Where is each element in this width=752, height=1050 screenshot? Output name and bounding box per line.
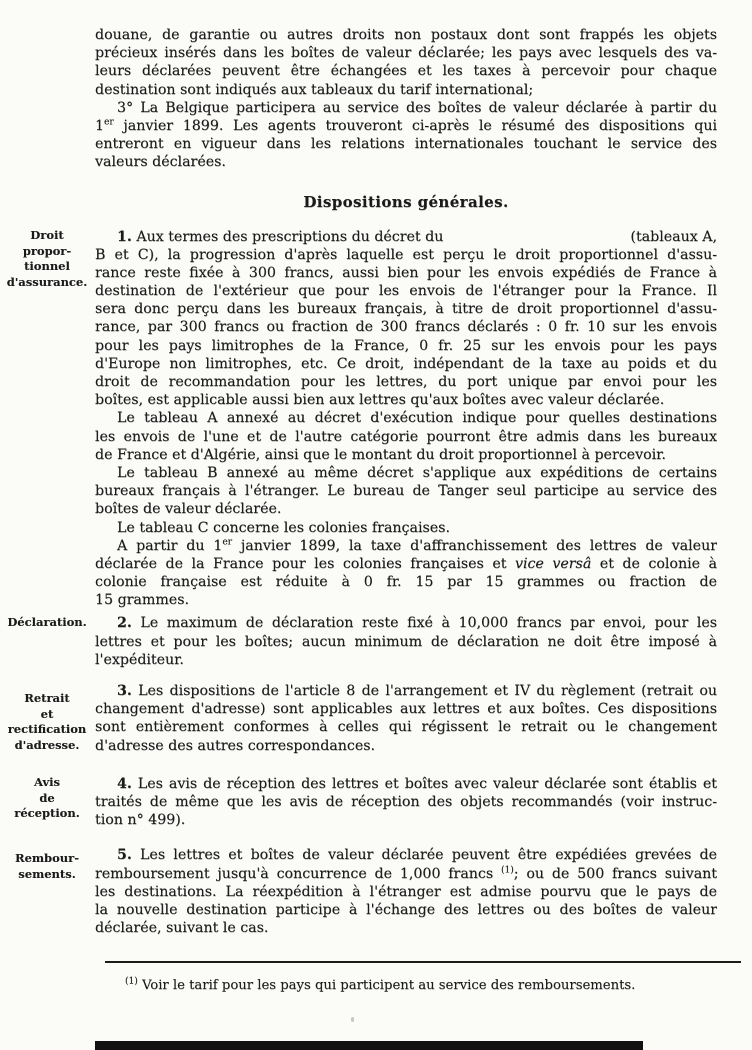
belgique-paragraph: [95, 99, 717, 172]
article-3-line-1: 3. Les dispositions de l'article 8 de l'arrangement et IV du règlement (retrait ou: [117, 683, 717, 699]
tableau-c-paragraph: [95, 519, 717, 537]
article-1-line-7: pour les pays limitrophes de la France, 0 fr. 25 sur les envois pour les pays: [95, 337, 717, 354]
margin-note-retrait: Retrait et rectification d'adresse.: [7, 691, 87, 752]
tableau-a-paragraph-line-2: les envois de l'une et de l'autre catégorie pourront être admis dans les bureaux: [95, 428, 717, 445]
footnote-text: $^{(1)}$ Voir le tarif pour les pays qui participent au service des remboursements.: [125, 976, 636, 993]
belgique-paragraph-line-3: entreront en vigueur dans les relations internationales touchant le service des: [95, 136, 717, 153]
article-3-line-3: sont entièrement conformes à celles qui régissent le retrait ou le changement: [95, 719, 717, 736]
continuation-paragraph: [95, 26, 717, 99]
continuation-paragraph-line-1: douane, de garantie ou autres droits non postaux dont sont frappés les objets: [95, 27, 717, 43]
article-2: [95, 614, 717, 669]
tableau-c-paragraph-line-1: Le tableau C concerne les colonies françaises.: [117, 519, 450, 536]
article-1-line-8: d'Europe non limitrophes, etc. Ce droit, indépendant de la taxe au poids et du: [95, 355, 717, 372]
tableau-b-paragraph-line-2: bureaux français à l'étranger. Le bureau de Tanger seul participe au service des: [95, 483, 717, 500]
colonies-tax-paragraph-line-2: déclarée de la France pour les colonies françaises et vice versâ et de colonie à: [95, 555, 717, 572]
colonies-tax-paragraph-line-3: colonie française est réduite à 0 fr. 15 par 15 grammes ou fraction de: [95, 574, 717, 591]
tableau-a-paragraph: [95, 409, 717, 464]
article-1-line-6: rance, par 300 francs ou fraction de 300 francs déclarés : 0 fr. 10 sur les envois: [95, 319, 717, 336]
tableau-b-paragraph-line-3: boîtes de valeur déclarée.: [95, 501, 282, 518]
article-3-line-4: d'adresse des autres correspondances.: [95, 737, 376, 754]
article-3-line-2: changement d'adresse) sont applicables aux lettres et aux boîtes. Ces dispositions: [95, 701, 717, 718]
article-4-line-1: 4. Les avis de réception des lettres et boîtes avec valeur déclarée sont établis et: [117, 775, 717, 792]
scan-speck: [351, 1017, 354, 1022]
colonies-tax-paragraph: [95, 537, 717, 610]
article-5-line-3: les destinations. La réexpédition à l'étranger est admise pourvu que le pays de: [95, 883, 717, 900]
article-3: [95, 682, 717, 755]
article-1-line-10: boîtes, est applicable aussi bien aux lettres qu'aux boîtes avec valeur déclarée.: [95, 392, 665, 409]
belgique-paragraph-line-2: 1er janvier 1899. Les agents trouveront ci-après le résumé des dispositions qui: [95, 117, 717, 134]
tableau-b-paragraph-line-1: Le tableau B annexé au même décret s'applique aux expéditions de certains: [117, 464, 717, 481]
margin-note-avis-reception: Avis de réception.: [14, 775, 80, 820]
article-5-line-5: déclarée, suivant le cas.: [95, 920, 269, 937]
margin-note-declaration: Déclaration.: [7, 615, 87, 629]
article-2-line-2: lettres et pour les boîtes; aucun minimum de déclaration ne doit être imposé à: [95, 633, 717, 650]
bottom-scan-bar: [95, 1041, 643, 1050]
belgique-paragraph-line-4: valeurs déclarées.: [95, 154, 226, 171]
article-4: [95, 775, 717, 830]
article-5-line-2: remboursement jusqu'à concurrence de 1,000 francs $^{(1)}$; ou de 500 francs suivant: [95, 864, 717, 882]
continuation-paragraph-line-3: leurs déclarées peuvent être échangées et les taxes à percevoir pour chaque: [95, 63, 717, 80]
section-heading: Dispositions générales.: [303, 192, 509, 211]
margin-note-droit-assurance: Droit propor- tionnel d'assurance.: [6, 228, 88, 289]
colonies-tax-paragraph-line-1: A partir du 1er janvier 1899, la taxe d'affranchissement des lettres de valeur: [117, 536, 717, 554]
article-1-line-2: B et C), la progression d'après laquelle est perçu le droit proportionnel d'assu-: [95, 246, 717, 263]
tableau-a-paragraph-line-3: de France et d'Algérie, ainsi que le montant du droit proportionnel à percevoir.: [95, 446, 666, 463]
article-1-line-1: 1. Aux termes des prescriptions du décret du (tableaux A,: [117, 228, 717, 245]
tableau-a-paragraph-line-1: Le tableau A annexé au décret d'exécution indique pour quelles destinations: [117, 410, 717, 427]
article-1-line-3: rance reste fixée à 300 francs, aussi bien pour les envois expédiés de France à: [95, 264, 717, 281]
tableau-b-paragraph: [95, 464, 717, 519]
margin-note-remboursements: Rembour- sements.: [15, 851, 79, 881]
article-1-line-9: droit de recommandation pour les lettres, du port unique par envoi pour les: [95, 374, 717, 390]
article-1-line-4: destination de l'extérieur que pour les envois de l'étranger pour la France. Il: [95, 283, 717, 300]
footnote-divider-rule: [105, 961, 741, 963]
article-1: [95, 228, 717, 410]
main-text-column: [95, 26, 717, 937]
article-1-line-5: sera donc perçu dans les bureaux français, à titre de droit proportionnel d'assu-: [95, 301, 717, 318]
continuation-paragraph-line-2: précieux insérés dans les boîtes de valeur déclarée; les pays avec lesquels des va-: [95, 45, 717, 62]
article-5-line-4: la nouvelle destination participe à l'échange des lettres ou des boîtes de valeur: [95, 901, 717, 918]
article-4-line-3: tion n° 499).: [95, 812, 186, 829]
belgique-paragraph-line-1: 3° La Belgique participera au service des boîtes de valeur déclarée à partir du: [117, 99, 717, 116]
article-5: [95, 846, 717, 937]
article-5-line-1: 5. Les lettres et boîtes de valeur déclarée peuvent être expédiées grevées de: [117, 847, 717, 864]
continuation-paragraph-line-4: destination sont indiqués aux tableaux du tarif international;: [95, 81, 534, 98]
colonies-tax-paragraph-line-4: 15 grammes.: [95, 592, 189, 609]
article-4-line-2: traités de même que les avis de réception des objets recommandés (voir instruc-: [95, 793, 717, 810]
article-2-line-1: 2. Le maximum de déclaration reste fixé à 10,000 francs par envoi, pour les: [117, 615, 717, 632]
article-2-line-3: l'expéditeur.: [95, 651, 184, 668]
